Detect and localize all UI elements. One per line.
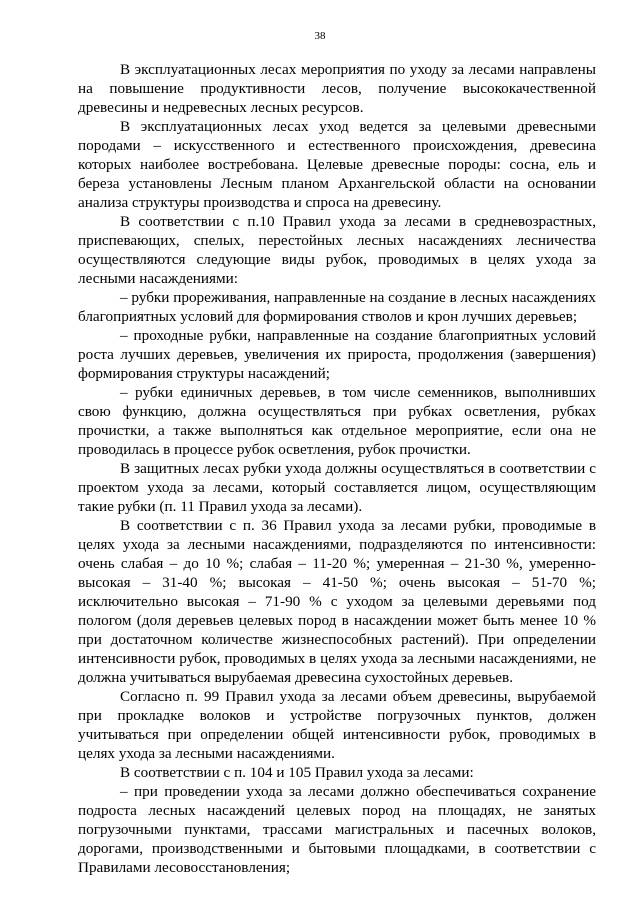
list-item: – рубки прореживания, направленные на создание в лесных насаждениях благоприятных условий для формирования стволов и крон лучших деревьев; (78, 289, 596, 325)
paragraph: В эксплуатационных лесах уход ведется за целевыми древесными породами – искусственного и естественного происхождения, древесина которых наиболее востребована. Целевые древесные породы: сосна, ель и береза установлены Лесным планом Архангельской области на основании анализа структуры производства и спроса на древесину. (78, 118, 596, 211)
paragraph: В защитных лесах рубки ухода должны осуществляться в соответствии с проектом ухода за лесами, который составляется лицом, осуществляющим такие рубки (п. 11 Правил ухода за лесами). (78, 460, 596, 515)
list-item: – при проведении ухода за лесами должно обеспечиваться сохранение подроста лесных насаждений целевых пород на площадях, не занятых погрузочными пунктами, трассами магистральных и пасечных волоков, дорогами, производственными и бытовыми площадками, в соответствии с Правилами лесовосстановления; (78, 783, 596, 876)
list-item: – рубки единичных деревьев, в том числе семенников, выполнивших свою функцию, должна осуществляться при рубках осветления, рубках прочистки, а также выполняться как отдельное мероприятие, если она не проводилась в процессе рубок осветления, рубок прочистки. (78, 384, 596, 458)
paragraph: В эксплуатационных лесах мероприятия по уходу за лесами направлены на повышение продуктивности лесов, получение высококачественной древесины и недревесных лесных ресурсов. (78, 61, 596, 116)
list-item: – проходные рубки, направленные на создание благоприятных условий роста лучших деревьев, увеличения их прироста, продолжения (завершения) формирования структуры насаждений; (78, 327, 596, 382)
body-text (78, 60, 596, 877)
page-number: 38 (314, 30, 326, 42)
paragraph: В соответствии с п. 104 и 105 Правил ухода за лесами: (120, 764, 474, 781)
paragraph: В соответствии с п.10 Правил ухода за лесами в средневозрастных, приспевающих, спелых, перестойных лесных насаждениях лесничества осуществляются следующие виды рубок, проводимых в целях ухода за лесными насаждениями: (78, 213, 596, 287)
paragraph: Согласно п. 99 Правил ухода за лесами объем древесины, вырубаемой при прокладке волоков и устройстве погрузочных пунктов, должен учитываться при определении общей интенсивности рубок, проводимых в целях ухода за лесными насаждениями. (78, 688, 596, 762)
paragraph: В соответствии с п. 36 Правил ухода за лесами рубки, проводимые в целях ухода за лесными насаждениями, подразделяются по интенсивности: очень слабая – до 10 %; слабая – 11-20 %; умеренная – 21-30 %, умеренно-высокая – 31-40 %; высокая – 41-50 %; очень высокая – 51-70 %; исключительно высокая – 71-90 % с уходом за целевыми деревьями под пологом (доля деревьев целевых пород в насаждении может быть менее 10 % при достаточном количестве жизнеспособных растений). При определении интенсивности рубок, проводимых в целях ухода за лесными насаждениями, не должна учитываться вырубаемая древесина сухостойных деревьев. (78, 517, 596, 686)
